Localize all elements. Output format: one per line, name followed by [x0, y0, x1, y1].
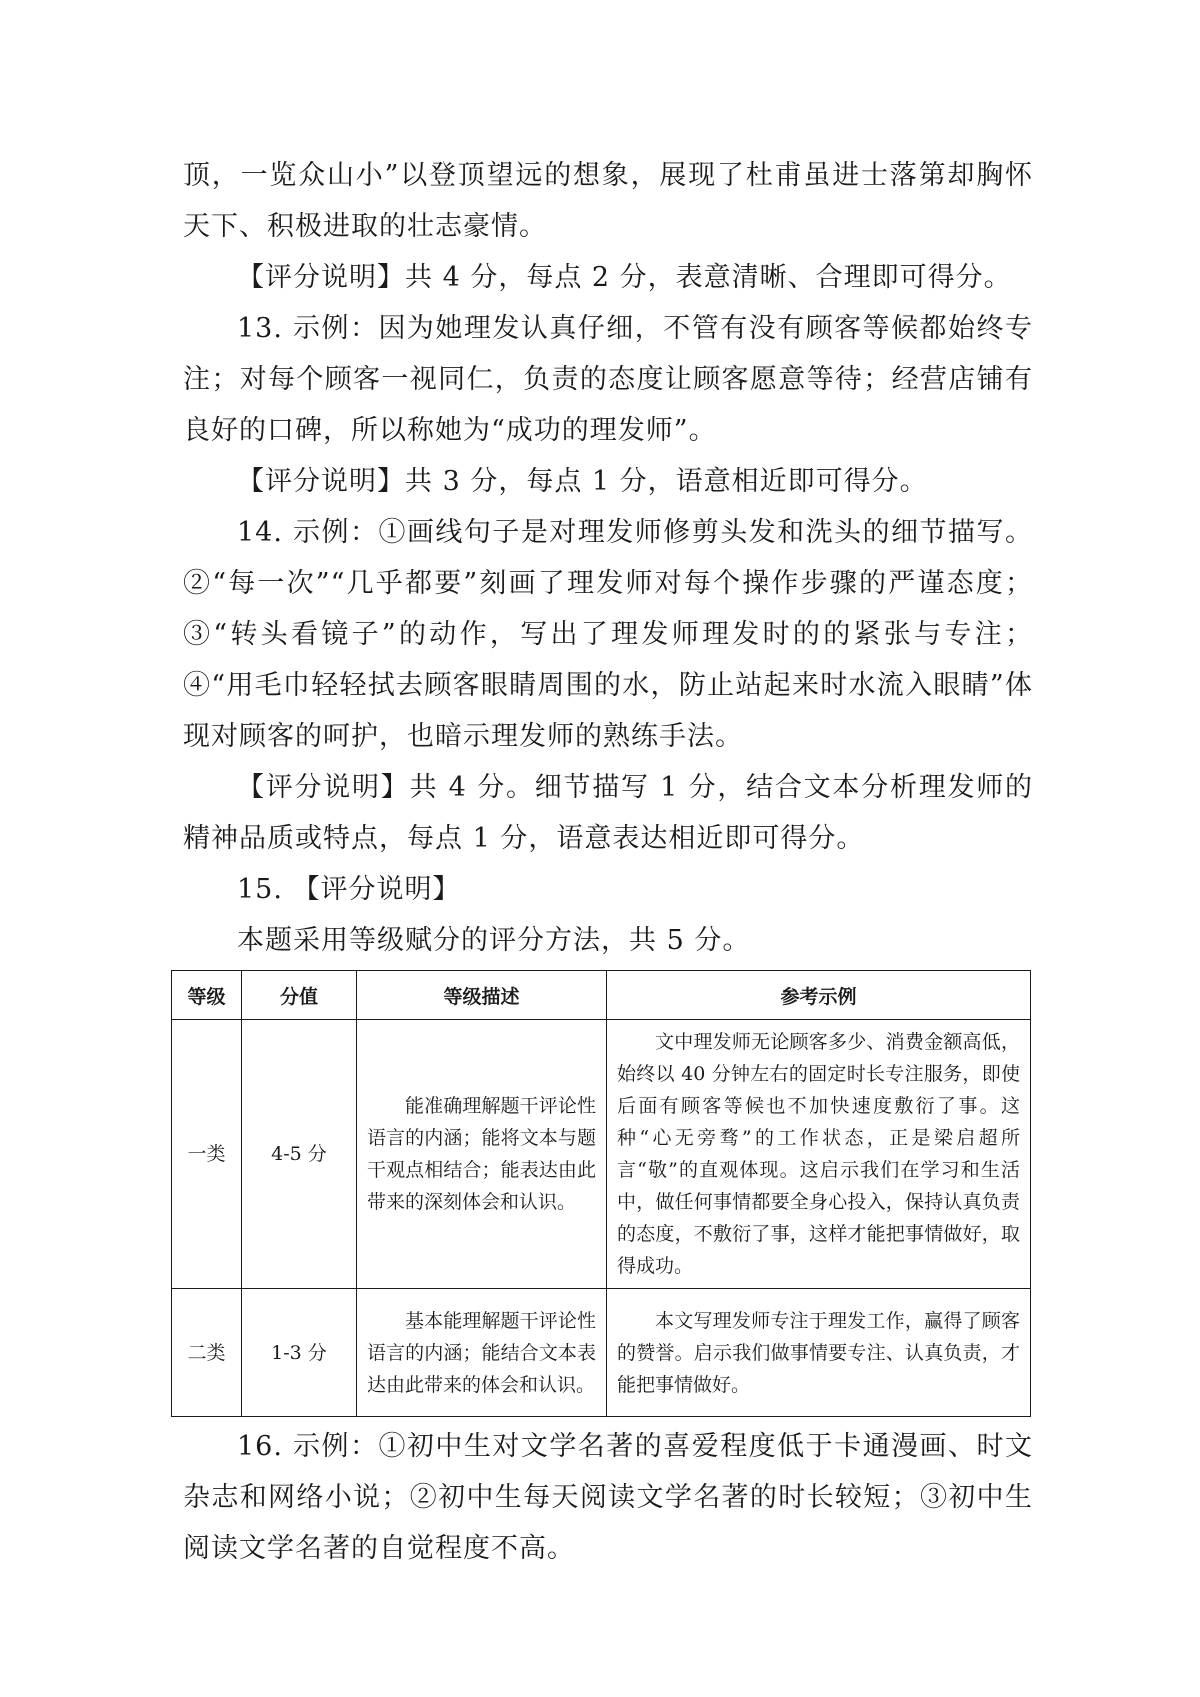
answer-key-page: [183, 150, 1033, 1574]
answer-12-block: [183, 150, 1033, 303]
answer-13-scoring-note: 【评分说明】共 3 分，每点 1 分，语意相近即可得分。: [237, 466, 928, 497]
header-level: 等级: [172, 971, 242, 1020]
answer-16-example: 16. 示例：①初中生对文学名著的喜爱程度低于卡通漫画、时文杂志和网络小说；②初中生每天阅读文学名著的时长较短；③初中生阅读文学名著的自觉程度不高。: [183, 1431, 1033, 1564]
grading-table: [171, 970, 1031, 1417]
row-description: 能准确理解题干评论性语言的内涵；能将文本与题干观点相结合；能表达由此带来的深刻体会和认识。: [357, 1020, 607, 1289]
header-score: 分值: [242, 971, 357, 1020]
table-row: [172, 1020, 1031, 1289]
row-description: 基本能理解题干评论性语言的内涵；能结合文本表达由此带来的体会和认识。: [357, 1289, 607, 1417]
answer-12-continuation: 顶，一览众山小”以登顶望远的想象，展现了杜甫虽进士落第却胸怀天下、积极进取的壮志豪情。: [183, 160, 1033, 242]
header-example: 参考示例: [607, 971, 1031, 1020]
grading-table-header-row: [172, 971, 1031, 1020]
row-example: 本文写理发师专注于理发工作，赢得了顾客的赞誉。启示我们做事情要专注、认真负责，才能把事情做好。: [607, 1289, 1031, 1417]
row-level: 二类: [172, 1289, 242, 1417]
answer-15-block: [183, 864, 1033, 1417]
answer-13-example: 13. 示例：因为她理发认真仔细，不管有没有顾客等候都始终专注；对每个顾客一视同仁，负责的态度让顾客愿意等待；经营店铺有良好的口碑，所以称她为“成功的理发师”。: [183, 313, 1033, 446]
table-row: [172, 1289, 1031, 1417]
answer-14-scoring-note: 【评分说明】共 4 分。细节描写 1 分，结合文本分析理发师的精神品质或特点，每点 1 分，语意表达相近即可得分。: [183, 772, 1033, 854]
answer-13-block: [183, 303, 1033, 507]
answer-16-block: [183, 1421, 1033, 1574]
row-example: 文中理发师无论顾客多少、消费金额高低，始终以 40 分钟左右的固定时长专注服务，即使后面有顾客等候也不加快速度敷衍了事。这种“心无旁骛”的工作状态，正是梁启超所言“敬”的直观体现。这启示我们在学习和生活中，做任何事情都要全身心投入，保持认真负责的态度，不敷衍了事，这样才能把事情做好，取得成功。: [607, 1020, 1031, 1289]
answer-15-intro: 本题采用等级赋分的评分方法，共 5 分。: [237, 925, 751, 956]
answer-15-heading: 15. 【评分说明】: [237, 874, 461, 905]
answer-14-block: [183, 507, 1033, 864]
header-description: 等级描述: [357, 971, 607, 1020]
row-score: 4-5 分: [242, 1020, 357, 1289]
answer-14-example: 14. 示例：①画线句子是对理发师修剪头发和洗头的细节描写。②“每一次”“几乎都要”刻画了理发师对每个操作步骤的严谨态度；③“转头看镜子”的动作，写出了理发师理发时的的紧张与专注；④“用毛巾轻轻拭去顾客眼睛周围的水，防止站起来时水流入眼睛”体现对顾客的呵护，也暗示理发师的熟练手法。: [183, 517, 1033, 752]
row-score: 1-3 分: [242, 1289, 357, 1417]
row-level: 一类: [172, 1020, 242, 1289]
answer-12-scoring-note: 【评分说明】共 4 分，每点 2 分，表意清晰、合理即可得分。: [237, 262, 1012, 293]
